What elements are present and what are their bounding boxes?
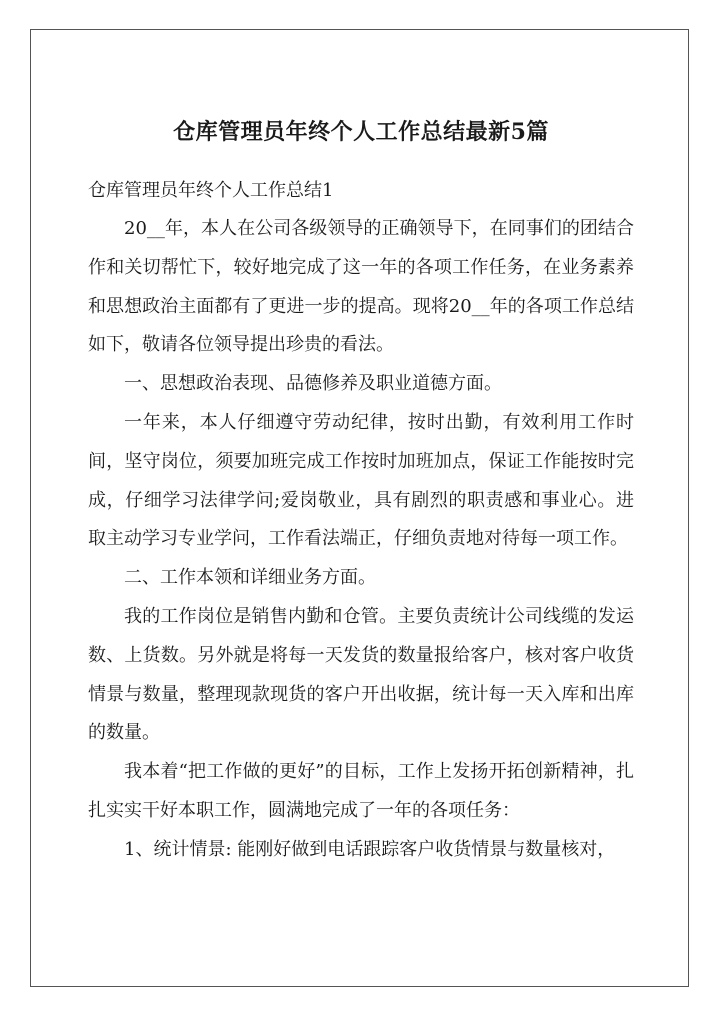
section-subtitle: 仓库管理员年终个人工作总结1 xyxy=(88,180,334,201)
paragraph-duties: 我的工作岗位是销售内勤和仓管。主要负责统计公司线缆的发运数、上货数。另外就是将每一天发货的数量报给客户，核对客户收货情景与数量，整理现款现货的客户开出收据，统计每一天入库和出库的数量。 xyxy=(88,605,634,744)
paragraph-heading-2: 二、工作本领和详细业务方面。 xyxy=(124,567,376,589)
paragraph-intro: 20__年，本人在公司各级领导的正确领导下，在同事们的团结合作和关切帮忙下，较好地完成了这一年的各项工作任务，在业务素养和思想政治主面都有了更进一步的提高。现将20__年的各项工作总结如下，敬请各位领导提出珍贵的看法。 xyxy=(88,218,634,356)
paragraph-heading-1: 一、思想政治表现、品德修养及职业道德方面。 xyxy=(124,373,502,395)
paragraph-political: 一年来，本人仔细遵守劳动纪律，按时出勤，有效利用工作时间，坚守岗位，须要加班完成工作按时加班加点，保证工作能按时完成，仔细学习法律学问;爱岗敬业，具有剧烈的职责感和事业心。进取主动学习专业学问，工作看法端正，仔细负责地对待每一项工作。 xyxy=(88,411,634,550)
document-body xyxy=(88,110,634,870)
paragraph-item-1: 1、统计情景: 能刚好做到电话跟踪客户收货情景与数量核对， xyxy=(124,838,616,860)
document-title: 仓库管理员年终个人工作总结最新5篇 xyxy=(173,119,549,145)
paragraph-goal: 我本着“把工作做的更好”的目标，工作上发扬开拓创新精神，扎扎实实干好本职工作，圆满地完成了一年的各项任务： xyxy=(88,761,634,821)
